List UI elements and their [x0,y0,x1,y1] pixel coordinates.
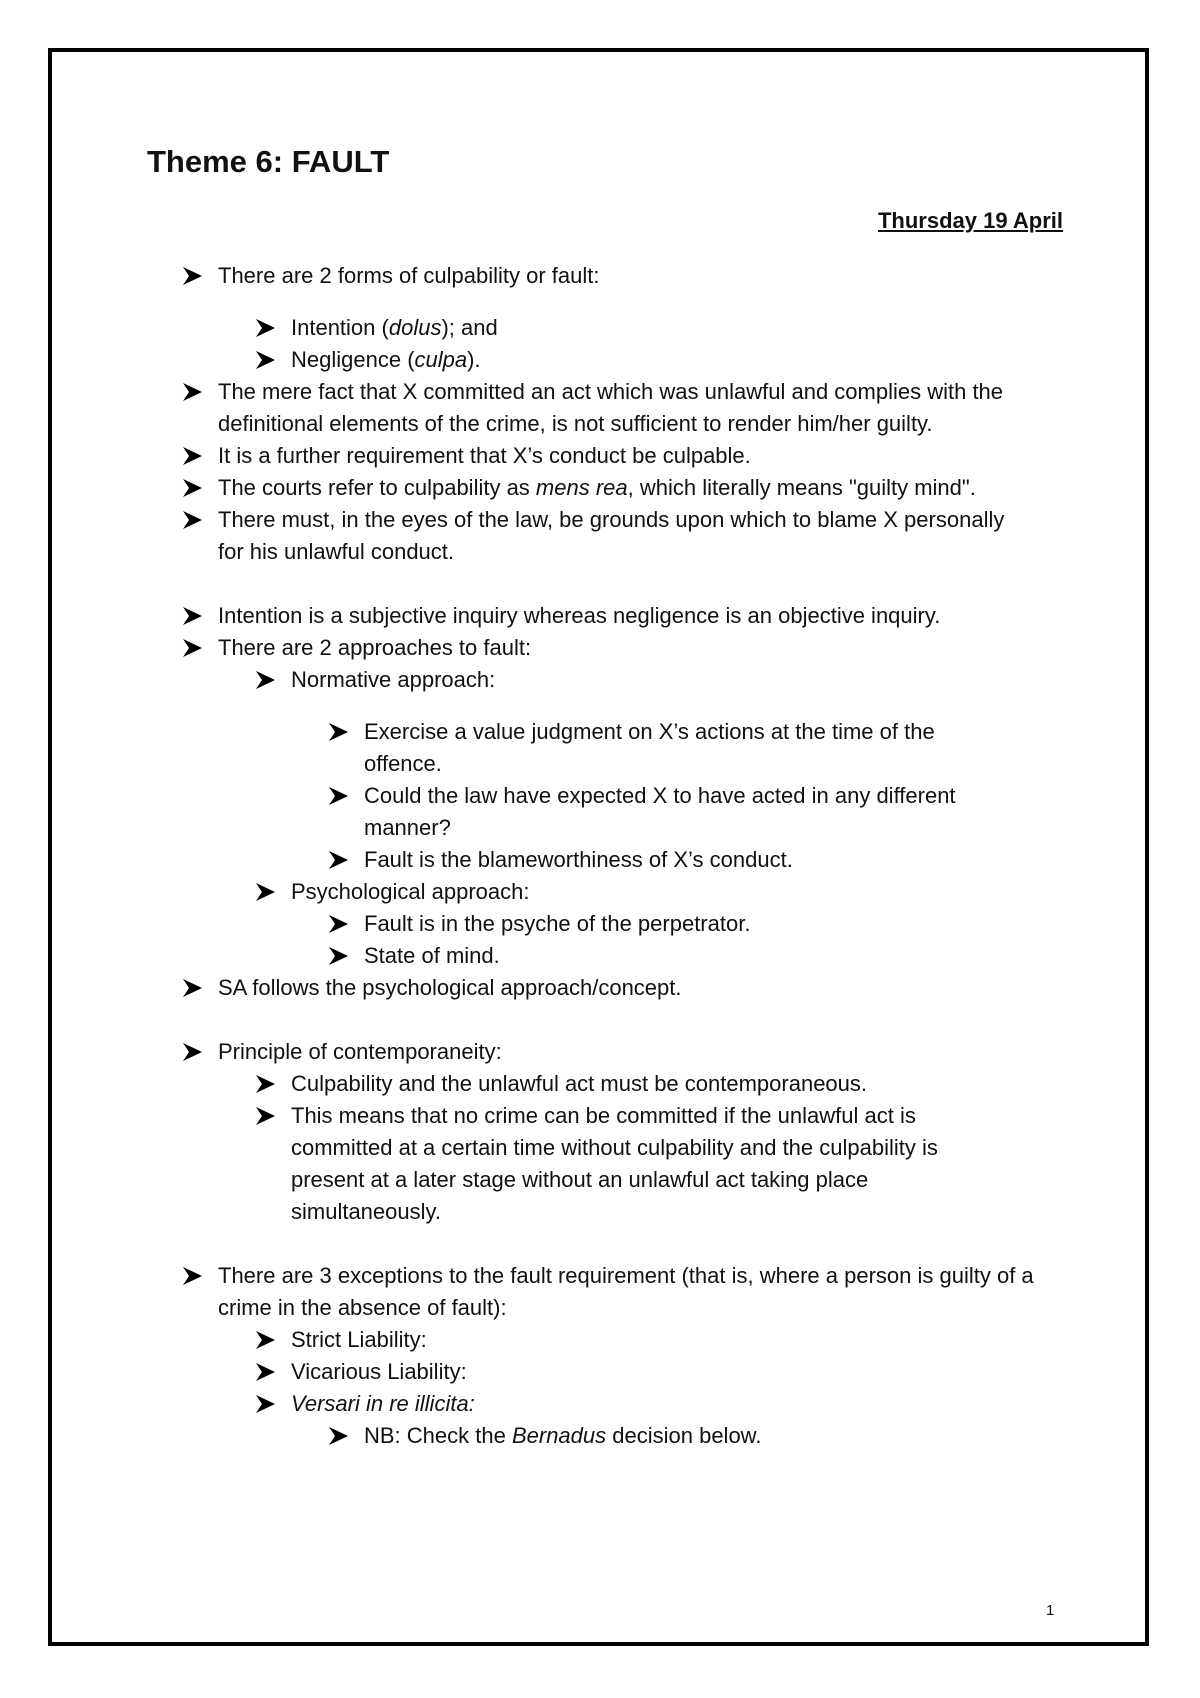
item-text: ). [467,347,481,372]
item-text: Normative approach: [291,667,496,692]
list-item [364,844,1064,876]
item-text: Principle of contemporaneity: [218,1039,502,1064]
item-text: SA follows the psychological approach/concept. [218,975,682,1000]
page-number: 1 [1046,1602,1055,1619]
arrowhead-bullet-icon [182,383,202,401]
list-item [291,1068,1061,1100]
arrowhead-bullet-icon [328,723,348,741]
item-text: Negligence ( [291,347,415,372]
arrowhead-bullet-icon [182,511,202,529]
date-heading: Thursday 19 April [877,208,1063,233]
arrowhead-bullet-icon [255,351,275,369]
list-item [364,716,1014,780]
list-item [291,312,1061,344]
item-text: decision below. [606,1423,762,1448]
item-text: It is a further requirement that X’s conduct be culpable. [218,443,751,468]
list-item [291,876,1061,908]
item-text: Vicarious Liability: [291,1359,467,1384]
arrowhead-bullet-icon [182,267,202,285]
arrowhead-bullet-icon [255,1107,275,1125]
arrowhead-bullet-icon [182,479,202,497]
list-item [364,908,1064,940]
item-emphasis: Bernadus [511,1423,607,1448]
item-text: Strict Liability: [291,1327,427,1352]
arrowhead-bullet-icon [255,671,275,689]
list-item [364,780,1044,844]
list-item [218,376,1068,440]
item-text: Could the law have expected X to have acted in any different manner? [364,783,956,840]
arrowhead-bullet-icon [328,1427,348,1445]
list-item [291,1100,1001,1228]
list-item [291,1324,1061,1356]
arrowhead-bullet-icon [182,447,202,465]
arrowhead-bullet-icon [255,1363,275,1381]
list-item [218,632,1068,664]
list-item [218,1260,1048,1324]
arrowhead-bullet-icon [255,883,275,901]
list-item [218,600,1068,632]
arrowhead-bullet-icon [328,787,348,805]
item-text: Fault is in the psyche of the perpetrator. [364,911,751,936]
item-emphasis: dolus [388,315,442,340]
list-item [218,504,1018,568]
list-item [364,940,1064,972]
arrowhead-bullet-icon [255,1075,275,1093]
item-text: State of mind. [364,943,500,968]
arrowhead-bullet-icon [328,947,348,965]
item-text: Intention is a subjective inquiry whereas negligence is an objective inquiry. [218,603,941,628]
list-item [218,972,1068,1004]
item-emphasis: mens rea [535,475,628,500]
item-emphasis: culpa [414,347,468,372]
list-item [218,1036,1068,1068]
list-item [218,260,1068,292]
page-title: Theme 6: FAULT [147,144,390,179]
arrowhead-bullet-icon [255,1395,275,1413]
item-text: There are 2 forms of culpability or fault: [218,263,600,288]
item-text: , which literally means "guilty mind". [627,475,976,500]
arrowhead-bullet-icon [328,851,348,869]
item-text: The mere fact that X committed an act which was unlawful and complies with the definitional elements of the crime, is not sufficient to render him/her guilty. [218,379,1004,436]
list-item [218,472,1068,504]
item-emphasis: Versari in re illicita: [291,1391,475,1416]
list-item [291,1356,1061,1388]
item-text: This means that no crime can be committed if the unlawful act is committed at a certain time without culpability and the culpability is present at a later stage without an unlawful act taking place simultaneously. [291,1103,938,1224]
item-text: There must, in the eyes of the law, be grounds upon which to blame X personally for his unlawful conduct. [218,507,1005,564]
item-text: Psychological approach: [291,879,530,904]
item-text: There are 2 approaches to fault: [218,635,532,660]
list-item [291,1388,1061,1420]
list-item [291,664,1061,696]
list-item [364,1420,1064,1452]
item-text: There are 3 exceptions to the fault requirement (that is, where a person is guilty of a crime in the absence of fault): [218,1263,1034,1320]
item-text: Exercise a value judgment on X’s actions at the time of the offence. [364,719,935,776]
arrowhead-bullet-icon [182,639,202,657]
list-item [218,440,1068,472]
arrowhead-bullet-icon [182,1043,202,1061]
arrowhead-bullet-icon [182,607,202,625]
item-text: Culpability and the unlawful act must be contemporaneous. [291,1071,868,1096]
arrowhead-bullet-icon [182,1267,202,1285]
arrowhead-bullet-icon [328,915,348,933]
item-text: The courts refer to culpability as [218,475,536,500]
item-text: NB: Check the [364,1423,512,1448]
arrowhead-bullet-icon [182,979,202,997]
item-text: ); and [441,315,498,340]
arrowhead-bullet-icon [255,1331,275,1349]
arrowhead-bullet-icon [255,319,275,337]
item-text: Fault is the blameworthiness of X’s conduct. [364,847,793,872]
item-text: Intention ( [291,315,389,340]
list-item [291,344,1061,376]
